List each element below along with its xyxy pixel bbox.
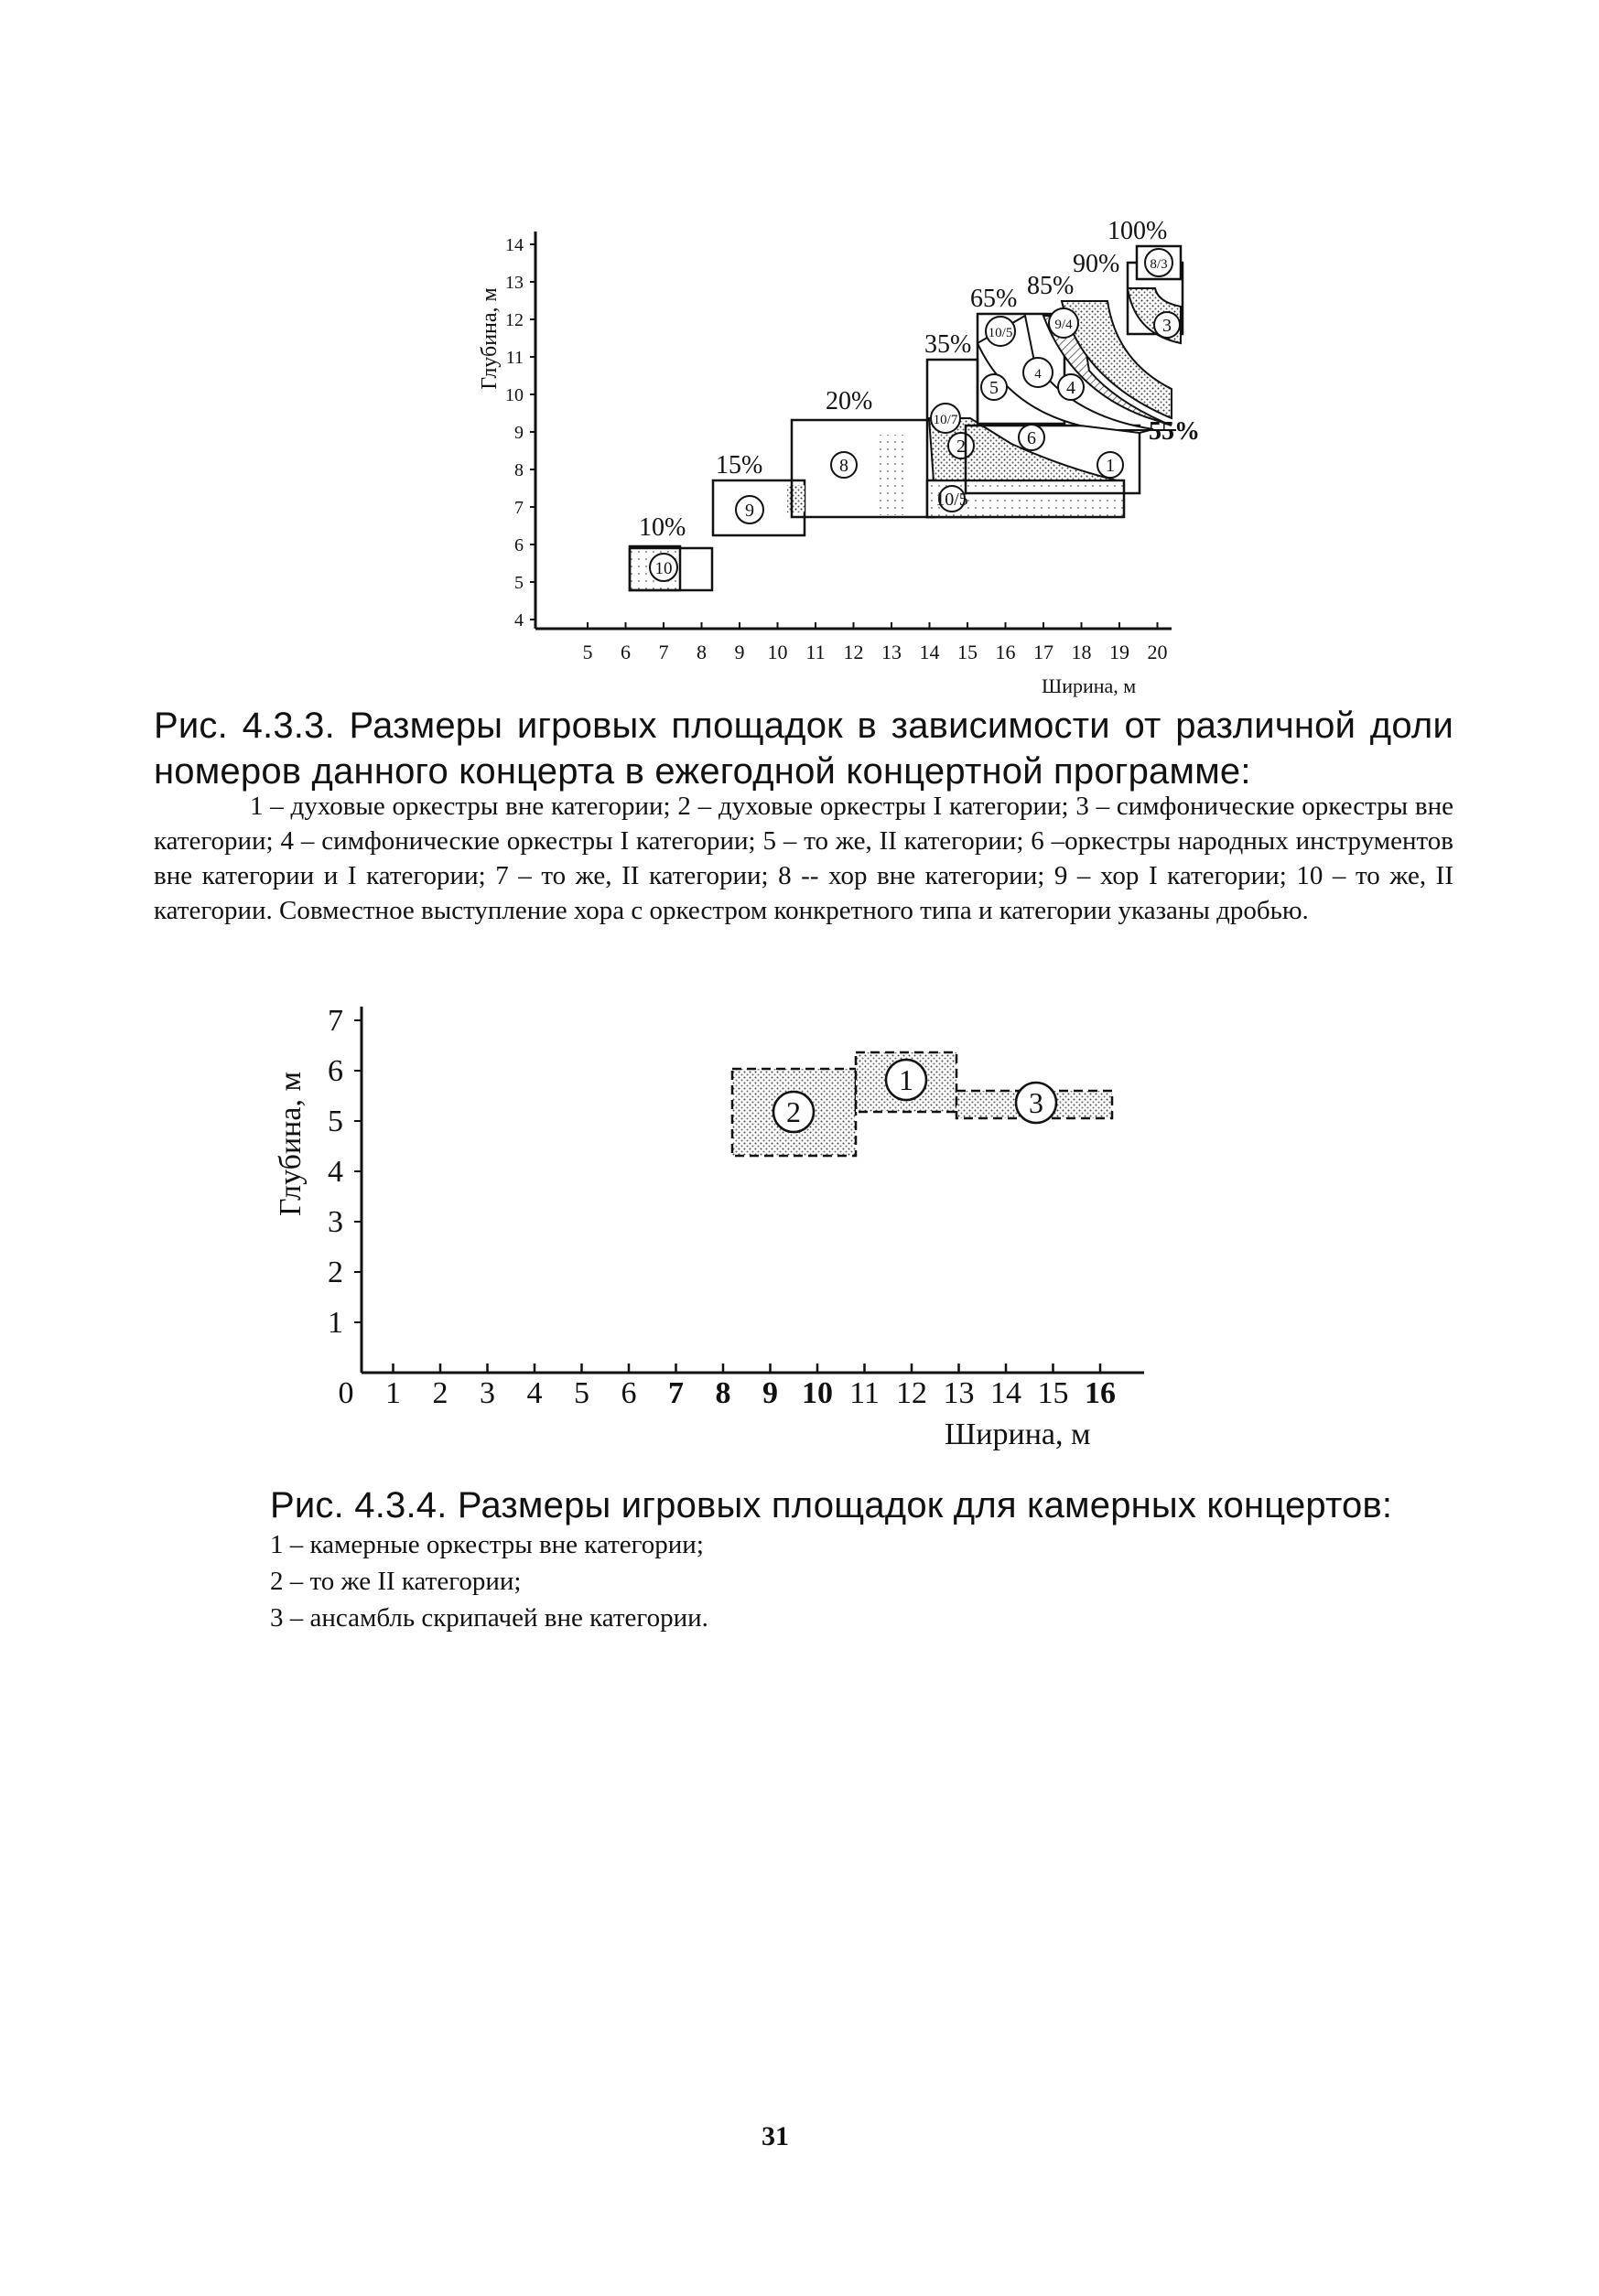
y-tick-label: 4	[514, 610, 524, 631]
y-tick-label: 7	[328, 1004, 343, 1038]
x-tick-label: 16	[1085, 1376, 1116, 1410]
marker-label: 10/5	[935, 490, 968, 510]
figure-4-3-4-caption-title: Рис. 4.3.4. Размеры игровых площадок для камерных концертов:	[270, 1485, 1393, 1525]
x-tick-label: 15	[1037, 1376, 1069, 1410]
x-tick-group	[339, 1364, 1117, 1410]
percent-label: 35%	[924, 330, 972, 359]
y-tick-label: 11	[505, 348, 524, 368]
marker-label: 9	[745, 501, 754, 521]
y-tick-label: 13	[505, 273, 524, 293]
figure-4-3-4-legend	[270, 1526, 708, 1636]
x-tick-label: 17	[1033, 641, 1053, 663]
x-tick-label: 8	[715, 1376, 731, 1410]
x-axis-label: Ширина, м	[945, 1417, 1091, 1451]
x-tick-label: 16	[995, 641, 1016, 663]
page-number: 31	[762, 2121, 789, 2151]
y-tick-label: 2	[328, 1256, 343, 1289]
figure-4-3-4-chart	[265, 988, 1181, 1464]
x-tick-label: 6	[621, 1376, 637, 1410]
y-tick-label: 8	[514, 460, 524, 480]
y-tick-label: 5	[328, 1105, 343, 1138]
marker-label: 6	[1027, 428, 1036, 448]
x-tick-label: 2	[432, 1376, 448, 1410]
x-tick-label: 10	[802, 1376, 833, 1410]
x-tick-label: 5	[582, 641, 593, 663]
percent-label: 20%	[826, 387, 873, 415]
marker-label: 3	[1162, 316, 1172, 336]
y-tick-label: 14	[505, 235, 524, 255]
percent-label: 65%	[970, 285, 1018, 313]
x-tick-label: 9	[762, 1376, 778, 1410]
legend-item: 2 – то же II категории;	[270, 1567, 522, 1596]
x-tick-label: 13	[943, 1376, 975, 1410]
marker-label: 10	[654, 559, 673, 578]
x-tick-label: 10	[767, 641, 788, 663]
x-tick-label: 20	[1147, 641, 1168, 663]
y-tick-group	[505, 235, 535, 631]
x-tick-label: 7	[668, 1376, 684, 1410]
x-tick-label: 19	[1109, 641, 1129, 663]
percent-label: 55%	[1149, 417, 1200, 446]
x-tick-label: 0	[338, 1376, 354, 1410]
y-axis-label: Глубина, м	[274, 1072, 308, 1216]
x-tick-label: 1	[385, 1376, 401, 1410]
x-axis-label: Ширина, м	[1042, 674, 1137, 697]
marker-label: 1	[1106, 456, 1115, 476]
x-tick-label: 14	[919, 641, 940, 663]
x-tick-label: 5	[574, 1376, 589, 1410]
x-tick-label: 3	[480, 1376, 495, 1410]
x-tick-label: 8	[697, 641, 707, 663]
x-tick-label: 18	[1071, 641, 1092, 663]
y-tick-group	[328, 1004, 362, 1340]
marker-label: 10/7	[933, 413, 958, 427]
x-tick-label: 11	[849, 1376, 880, 1410]
marker-label: 10/5	[988, 326, 1013, 340]
marker-label: 3	[1029, 1086, 1043, 1119]
x-tick-label: 11	[805, 641, 826, 663]
area-8	[792, 420, 934, 517]
x-tick-label: 9	[734, 641, 745, 663]
figure-4-3-3-caption-title: Рис. 4.3.3. Размеры игровых площадок в зависимости от различной доли номеров данного концерта в ежегодной концертной программе:	[154, 706, 1453, 792]
y-tick-label: 5	[514, 573, 524, 593]
marker-label: 1	[899, 1063, 913, 1096]
percent-label: 100%	[1107, 217, 1168, 245]
y-tick-label: 6	[514, 535, 524, 555]
percent-label: 85%	[1027, 272, 1075, 300]
figure-4-3-3-chart	[476, 206, 1208, 700]
percent-label: 90%	[1073, 250, 1120, 278]
marker-label: 8/3	[1150, 257, 1168, 272]
marker-label: 9/4	[1054, 318, 1073, 332]
marker-label: 4	[1066, 378, 1075, 398]
y-tick-label: 6	[328, 1054, 343, 1088]
marker-label: 2	[786, 1095, 801, 1128]
y-tick-label: 9	[514, 423, 524, 443]
percent-label: 10%	[639, 513, 686, 542]
x-tick-label: 15	[957, 641, 978, 663]
y-axis-label: Глубина, м	[478, 287, 502, 390]
area-9-dots	[787, 485, 805, 512]
y-tick-label: 12	[505, 310, 524, 330]
percent-label: 15%	[716, 451, 763, 480]
marker-label: 4	[1034, 367, 1042, 382]
x-tick-label: 14	[990, 1376, 1021, 1410]
x-tick-label: 6	[621, 641, 631, 663]
marker-label: 8	[839, 456, 848, 476]
y-tick-label: 7	[514, 498, 524, 518]
marker-label: 2	[956, 437, 966, 457]
y-tick-label: 3	[328, 1205, 343, 1239]
legend-item: 1 – камерные оркестры вне категории;	[270, 1530, 704, 1559]
x-tick-label: 12	[896, 1376, 927, 1410]
x-tick-label: 7	[658, 641, 669, 663]
area-8-dots	[879, 435, 906, 515]
figure-4-3-3-legend: 1 – духовые оркестры вне категории; 2 – духовые оркестры I категории; 3 – симфонические оркестры вне категории; 4 – симфонические оркестры I категории; 5 – то же, II категории; 6 –оркестры народных инструментов вне категории и I категории; 7 – то же, II категории; 8 -- хор вне категории; 9 – хор I категории; 10 – то же, II категории. Совместное выступление хора с оркестром конкретного типа и категории указаны дробью.	[154, 792, 1453, 925]
marker-label: 5	[989, 378, 999, 398]
legend-item: 3 – ансамбль скрипачей вне категории.	[270, 1603, 708, 1633]
x-tick-label: 13	[881, 641, 902, 663]
y-tick-label: 1	[328, 1306, 343, 1340]
y-tick-label: 4	[328, 1155, 343, 1189]
x-tick-label: 12	[843, 641, 864, 663]
y-tick-label: 10	[505, 385, 524, 405]
x-tick-label: 4	[526, 1376, 543, 1410]
